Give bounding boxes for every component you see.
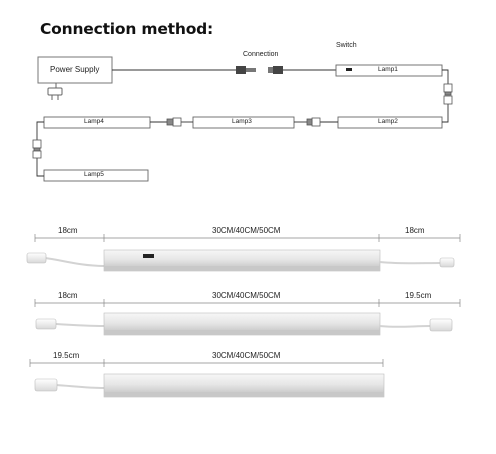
lamp1-label: Lamp1 <box>378 66 398 73</box>
bar1-left-length: 18cm <box>58 226 78 235</box>
lamp5-label: Lamp5 <box>84 171 104 178</box>
lamp4-label: Lamp4 <box>84 118 104 125</box>
bar3-middle-length: 30CM/40CM/50CM <box>212 351 281 360</box>
bar2-right-length: 19.5cm <box>405 291 432 300</box>
bar1-middle-length: 30CM/40CM/50CM <box>212 226 281 235</box>
dc-jack-female <box>268 66 283 74</box>
bar2-left-length: 18cm <box>58 291 78 300</box>
switch-label: Switch <box>336 42 357 49</box>
switch-icon <box>346 68 352 71</box>
bar3-left-length: 19.5cm <box>53 351 80 360</box>
power-supply-label: Power Supply <box>50 65 100 74</box>
page-title: Connection method: <box>40 20 214 38</box>
lamp3-label: Lamp3 <box>232 118 252 125</box>
lamp2-label: Lamp2 <box>378 118 398 125</box>
power-plug-icon <box>48 83 62 100</box>
led-bar-3 <box>35 374 384 397</box>
bar2-middle-length: 30CM/40CM/50CM <box>212 291 281 300</box>
led-bar-1 <box>27 250 454 271</box>
connection-label: Connection <box>243 51 279 58</box>
led-bar-2 <box>36 313 452 335</box>
bar-switch-icon <box>143 254 154 258</box>
dc-plug-male <box>236 66 256 74</box>
bar1-right-length: 18cm <box>405 226 425 235</box>
